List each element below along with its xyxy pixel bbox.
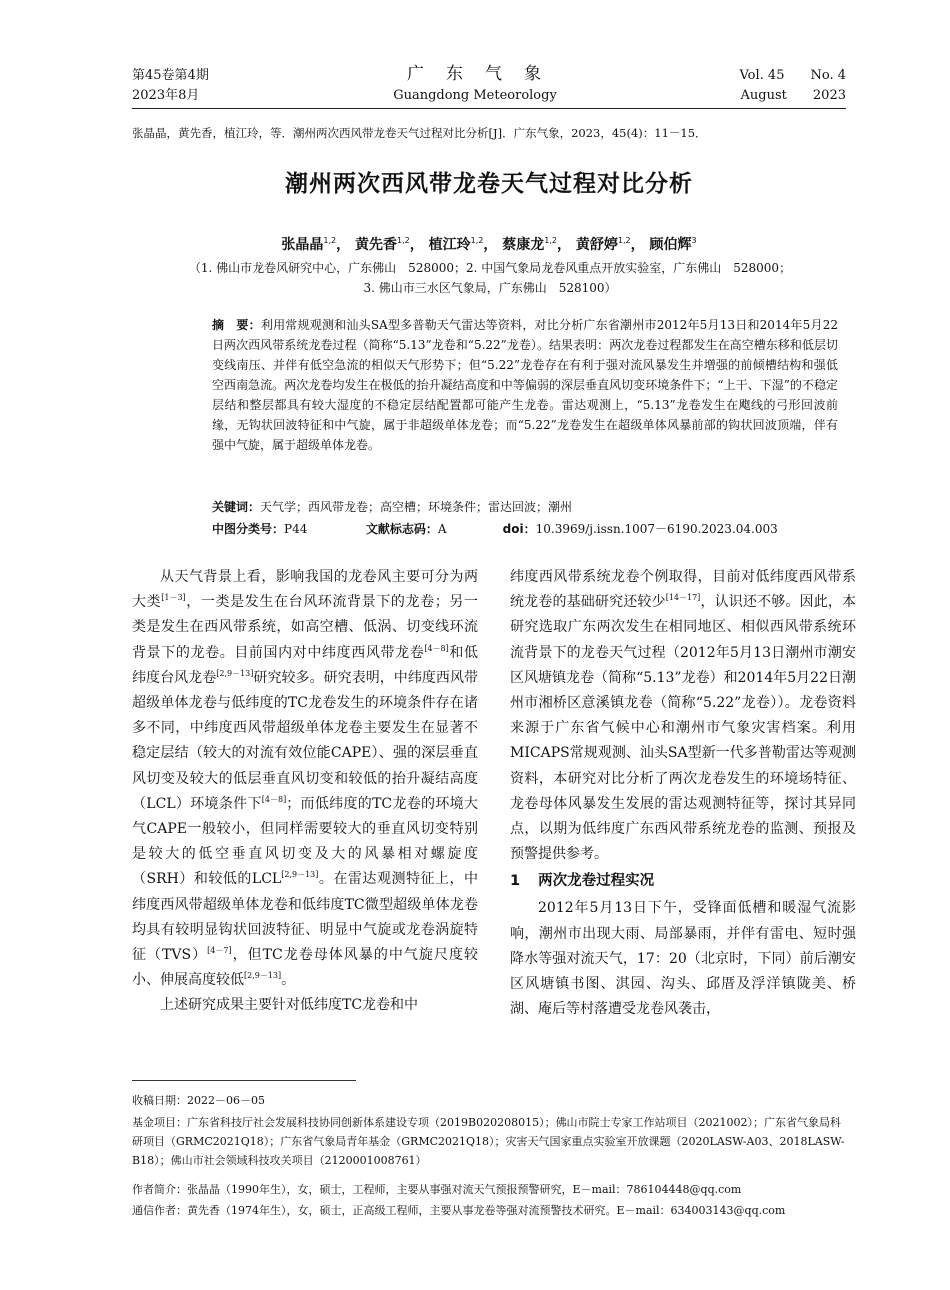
journal-issue-info-en [700,66,846,106]
paper-title: 潮州两次西风带龙卷天气过程对比分析 [285,171,693,197]
footnote-author-info: 作者简介：张晶晶（1990年生），女，硕士，工程师，主要从事强对流天气预报预警研究，E－mail：786104448@qq.com [132,1183,742,1196]
affiliations [150,258,830,298]
author: 黄先香$^{1,2}$ [355,236,410,253]
affiliation-line: 3. 佛山市三水区气象局，广东佛山 528100） [363,281,617,295]
footnote-received: 收稿日期：2022－06－05 [132,1094,265,1107]
keywords-label: 关键词： [212,500,261,514]
fund-text: 广东省科技厅社会发展科技协同创新体系建设专项（2019B020208015）；佛山市院士专家工作站项目（2021002）；广东省气象局科研项目（GRMC2021Q18）；广东省气象局青年基金（GRMC2021Q18）；灾害天气国家重点实验室开放课题（2020LASW-A03、2018LASW-B18）；佛山市社会领域科技攻关项目（2120001008761） [132,1116,845,1167]
footnote-divider [132,1080,356,1081]
paragraph: 2012年5月13日下午，受锋面低槽和暖湿气流影响，潮州市出现大雨、局部暴雨，并伴有雷电、短时强降水等强对流天气，17：20（北京时，下同）前后潮安区风塘镇书图、淇园、沟头、邱厝及浮洋镇陇美、桥湖、庵后等村落遭受龙卷风袭击， [510,900,856,1018]
number-en: No. 4 [810,68,846,83]
abstract-text: 利用常规观测和汕头SA型多普勒天气雷达等资料，对比分析广东省潮州市2012年5月13日和2014年5月22日两次西风带系统龙卷过程（简称“5.13”龙卷和“5.22”龙卷）。结果表明：两次龙卷过程都发生在高空槽东移和低层切变线南压、并伴有低空急流的相似天气形势下；但“5.22”龙卷存在有利于强对流风暴发生并增强的前倾槽结构和强低空西南急流。两次龙卷均发生在极低的抬升凝结高度和中等偏弱的深层垂直风切变环境条件下；“上干、下湿”的不稳定层结和整层都具有较大湿度的不稳定层结配置都可能产生龙卷。雷达观测上，“5.13”龙卷发生在飑线的弓形回波前缘，无钩状回波特征和中气旋，属于非超级单体龙卷；而“5.22”龙卷发生在超级单体风暴前部的钩状回波顶端，伴有强中气旋，属于超级单体龙卷。 [212,318,838,452]
clc-value: P44 [284,522,308,536]
abstract-label: 摘 要： [212,318,261,332]
volume-en: Vol. 45 [739,68,785,83]
author: 蔡康龙$^{1,2}$ [502,236,557,253]
journal-name-cn: 广东气象 [407,64,563,84]
header-divider [132,108,846,109]
reference-mark: [2,9－13] [244,971,282,981]
keywords [212,497,838,517]
date-cn: 2023年8月 [132,88,200,103]
reference-mark: [2,9－13] [216,668,254,678]
body-column-left [132,565,478,1019]
month-en: August [740,88,787,103]
doc-code-label: 文献标志码： [365,522,438,536]
reference-mark: [4－7] [207,946,232,956]
keywords-text: 天气学；西风带龙卷；高空槽；环境条件；雷达回波；潮州 [260,500,573,514]
body-column-right [510,565,856,1022]
journal-issue-info [132,66,209,106]
affiliation-line: （1. 佛山市龙卷风研究中心，广东佛山 528000；2. 中国气象局龙卷风重点开放实验室，广东佛山 528000； [188,261,792,275]
classification-line [212,519,838,539]
footnote-fund [132,1113,846,1170]
reference-mark: [14－17] [665,593,701,603]
paragraph: 纬度西风带系统龙卷个例取得，目前对低纬度西风带系统龙卷的基础研究还较少[14－17]，认识还不够。因此，本研究选取广东两次发生在相同地区、相似西风带系统环流背景下的龙卷天气过程（2012年5月13日潮州市潮安区风塘镇龙卷（简称“5.13”龙卷）和2014年5月22日潮州市湘桥区意溪镇龙卷（简称“5.22”龙卷））。龙卷资料来源于广东省气候中心和潮州市气象灾害档案。利用MICAPS常规观测、汕头SA型新一代多普勒雷达等观测资料，本研究对比分析了两次龙卷发生的环境场特征、龙卷母体风暴发生发展的雷达观测特征等，探讨其异同点，以期为低纬度广东西风带系统龙卷的监测、预报及预警提供参考。 [510,569,857,863]
footnote-corresponding: 通信作者：黄先香（1974年生），女，硕士，正高级工程师，主要从事龙卷等强对流预警技术研究。E－mail：634003143@qq.com [132,1204,786,1217]
journal-name [350,62,600,106]
author: 张晶晶$^{1,2}$ [281,236,337,253]
author: 黄舒婷$^{1,2}$ [575,236,631,253]
year-en: 2023 [812,88,846,103]
section-number: 1 [510,873,521,890]
reference-mark: [1－3] [161,593,186,603]
paragraph: 上述研究成果主要针对低纬度TC龙卷和中 [160,997,419,1014]
abstract [212,315,838,455]
section-title: 两次龙卷过程实况 [538,873,655,890]
doi-value: 10.3969/j.issn.1007－6190.2023.04.003 [535,522,778,536]
reference-mark: [4－8] [424,643,449,653]
citation-line: 张晶晶，黄先香，植江玲，等．潮州两次西风带龙卷天气过程对比分析[J]．广东气象，2023，45(4)：11－15． [132,126,707,140]
author: 顾伯辉$^3$ [649,236,697,253]
section-heading [510,867,856,896]
fund-label: 基金项目： [132,1116,187,1129]
paragraph: 从天气背景上看，影响我国的龙卷风主要可分为两大类[1－3]，一类是发生在台风环流背景下的龙卷；另一类是发生在西风带系统，如高空槽、低涡、切变线环流背景下的龙卷。目前国内对中纬度西风带龙卷[4－8]和低纬度台风龙卷[2,9－13]研究较多。研究表明，中纬度西风带超级单体龙卷与低纬度的TC龙卷发生的环境条件存在诸多不同，中纬度西风带超级单体龙卷主要发生在显著不稳定层结（较大的对流有效位能CAPE）、强的深层垂直风切变及较大的低层垂直风切变和较低的抬升凝结高度（LCL）环境条件下[4－8]；而低纬度的TC龙卷的环境大气CAPE一般较小，但同样需要较大的垂直风切变特别是较大的低空垂直风切变及大的风暴相对螺旋度（SRH）和较低的LCL[2,9－13]。在雷达观测特征上，中纬度西风带超级单体龙卷和低纬度TC微型超级单体龙卷均具有较明显钩状回波特征、明显中气旋或龙卷涡旋特征（TVS）[4－7]，但TC龙卷母体风暴的中气旋尺度较小、伸展高度较低[2,9－13]。 [132,569,479,989]
volume-issue-cn: 第45卷第4期 [132,68,209,83]
doc-code-value: A [437,522,447,536]
journal-name-en: Guangdong Meteorology [393,88,557,103]
reference-mark: [4－8] [261,794,287,804]
clc-label: 中图分类号： [212,522,285,536]
reference-mark: [2,9－13] [281,870,319,880]
doi-label: doi： [502,522,536,536]
author: 植江玲$^{1,2}$ [428,236,484,253]
author-list: 张晶晶$^{1,2}$， 黄先香$^{1,2}$， 植江玲$^{1,2}$， 蔡康龙$^{1,2}$， 黄舒婷$^{1,2}$， 顾伯辉$^3$ [281,236,697,253]
